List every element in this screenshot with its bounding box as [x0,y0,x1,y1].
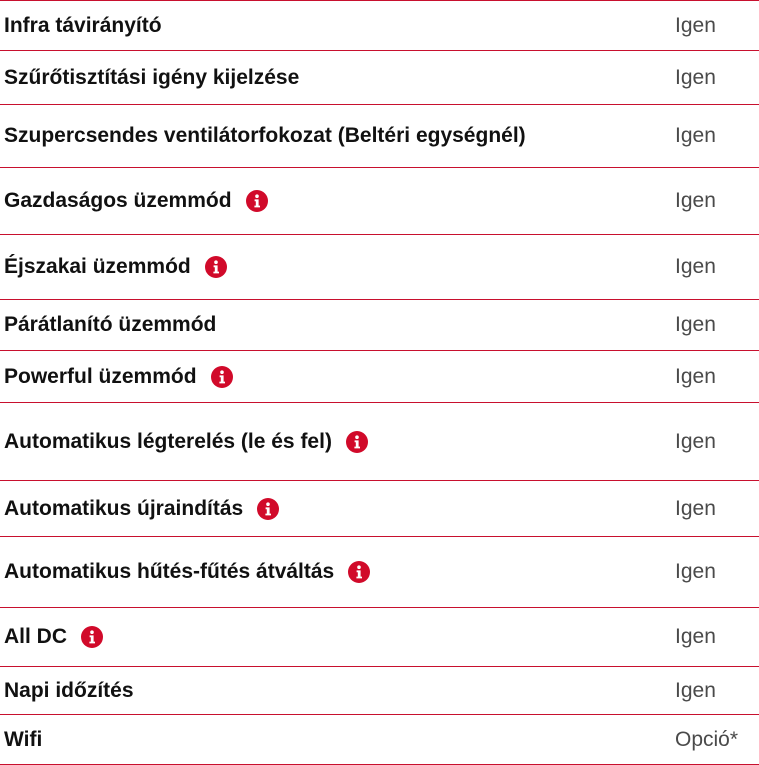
table-row [0,607,759,666]
feature-label [0,728,675,752]
feature-label-text: Automatikus újraindítás [4,496,244,520]
feature-label-text: Powerful üzemmód [4,364,197,388]
feature-label [0,255,675,279]
feature-value: Igen [675,189,716,212]
feature-label [0,560,675,584]
feature-value: Igen [675,678,716,702]
feature-value: Igen [675,560,716,583]
table-row [0,350,759,402]
table-row [0,167,759,234]
feature-label-text: Párátlanító üzemmód [4,313,217,336]
table-row [0,104,759,167]
feature-label [0,124,675,148]
feature-value: Igen [675,255,716,278]
feature-value: Igen [675,124,716,147]
table-row [0,402,759,480]
feature-value: Igen [675,429,716,453]
table-row [0,50,759,104]
feature-label-text: Infra távirányító [4,13,162,37]
info-icon[interactable] [211,366,233,388]
feature-label-text: Wifi [4,727,43,751]
feature-label [0,66,675,90]
feature-value: Igen [675,65,716,89]
info-icon[interactable] [348,561,370,583]
table-row [0,714,759,765]
feature-label [0,365,675,389]
feature-value: Igen [675,496,716,520]
info-icon[interactable] [346,431,368,453]
feature-label-text: Automatikus légterelés (le és fel) [4,429,332,453]
table-row [0,234,759,299]
table-row [0,299,759,350]
feature-label [0,679,675,703]
info-icon[interactable] [205,256,227,278]
feature-label-text: Napi időzítés [4,678,134,702]
feature-value: Igen [675,625,716,648]
feature-label [0,625,675,649]
feature-value: Igen [675,313,716,336]
info-icon[interactable] [257,498,279,520]
feature-label-text: Gazdaságos üzemmód [4,189,232,212]
feature-label-text: All DC [4,625,67,648]
feature-value: Igen [675,364,716,388]
feature-label [0,313,675,337]
table-row [0,666,759,714]
feature-value: Igen [675,13,716,37]
feature-label-text: Szűrőtisztítási igény kijelzése [4,65,300,89]
feature-label-text: Szupercsendes ventilátorfokozat (Beltéri egységnél) [4,124,526,147]
feature-label [0,497,675,521]
table-row [0,536,759,607]
feature-label [0,14,675,38]
feature-label [0,430,675,454]
table-row [0,0,759,50]
feature-label-text: Automatikus hűtés-fűtés átváltás [4,560,335,583]
info-icon[interactable] [246,190,268,212]
table-row [0,480,759,536]
feature-label [0,189,675,213]
feature-value: Opció* [675,727,739,751]
feature-label-text: Éjszakai üzemmód [4,255,191,278]
info-icon[interactable] [81,626,103,648]
